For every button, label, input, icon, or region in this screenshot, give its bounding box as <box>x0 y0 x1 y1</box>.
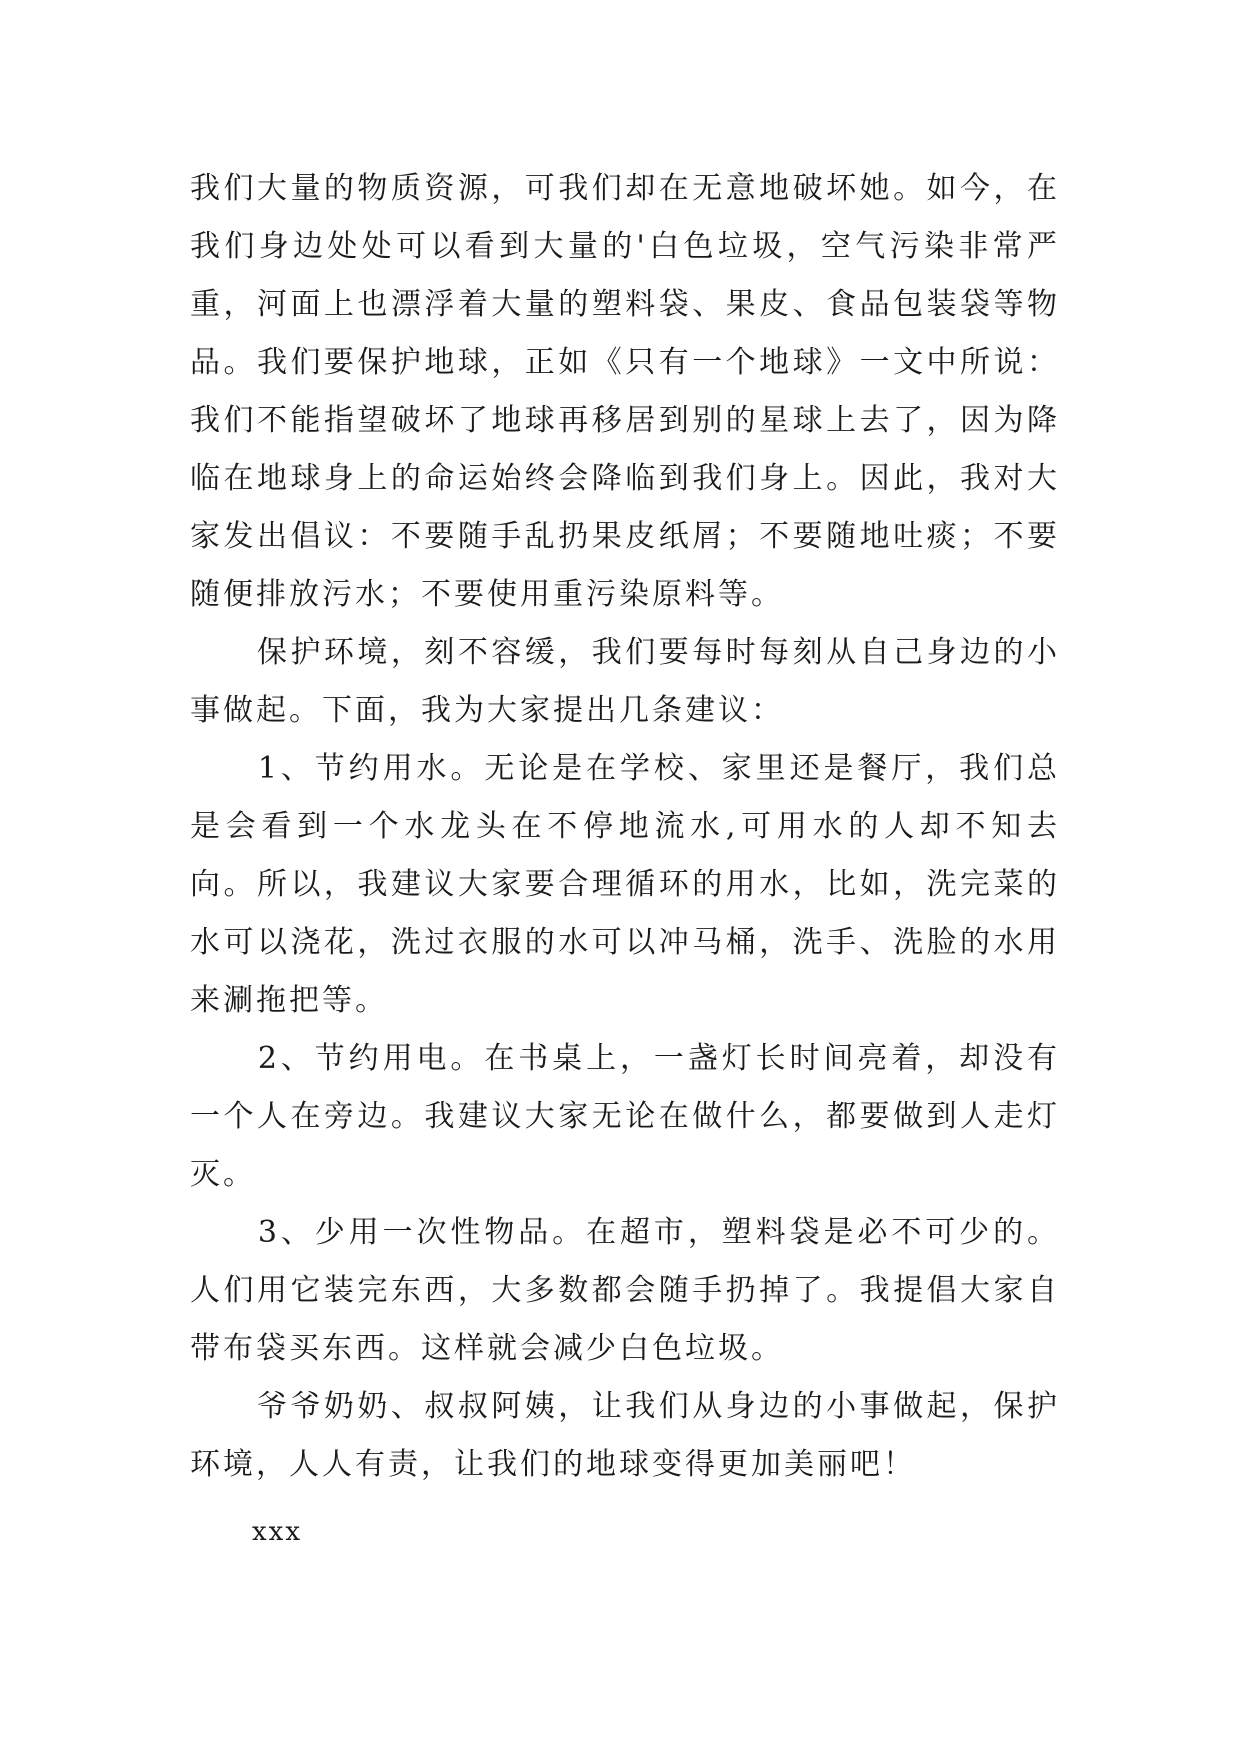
paragraph-call-to-action: 保护环境，刻不容缓，我们要每时每刻从自己身边的小事做起。下面，我为大家提出几条建议： <box>190 635 1060 728</box>
paragraph-closing: 爷爷奶奶、叔叔阿姨，让我们从身边的小事做起，保护环境，人人有责，让我们的地球变得更加美丽吧！ <box>190 1389 1060 1482</box>
paragraph-save-water: 1、节约用水。无论是在学校、家里还是餐厅，我们总是会看到一个水龙头在不停地流水,可用水的人却不知去向。所以，我建议大家要合理循环的用水，比如，洗完菜的水可以浇花，洗过衣服的水可以冲马桶，洗手、洗脸的水用来涮拖把等。 <box>190 751 1060 1018</box>
document-body <box>190 160 1060 1552</box>
paragraph-intro: 我们大量的物质资源，可我们却在无意地破坏她。如今，在我们身边处处可以看到大量的'白色垃圾，空气污染非常严重，河面上也漂浮着大量的塑料袋、果皮、食品包装袋等物品。我们要保护地球，正如《只有一个地球》一文中所说：我们不能指望破坏了地球再移居到别的星球上去了，因为降临在地球身上的命运始终会降临到我们身上。因此，我对大家发出倡议：不要随手乱扔果皮纸屑；不要随地吐痰；不要随便排放污水；不要使用重污染原料等。 <box>190 171 1060 612</box>
paragraph-reduce-disposables: 3、少用一次性物品。在超市，塑料袋是必不可少的。人们用它装完东西，大多数都会随手扔掉了。我提倡大家自带布袋买东西。这样就会减少白色垃圾。 <box>190 1215 1060 1366</box>
paragraph-save-electricity: 2、节约用电。在书桌上，一盏灯长时间亮着，却没有一个人在旁边。我建议大家无论在做什么，都要做到人走灯灭。 <box>190 1041 1060 1192</box>
signature: xxx <box>252 1517 302 1547</box>
